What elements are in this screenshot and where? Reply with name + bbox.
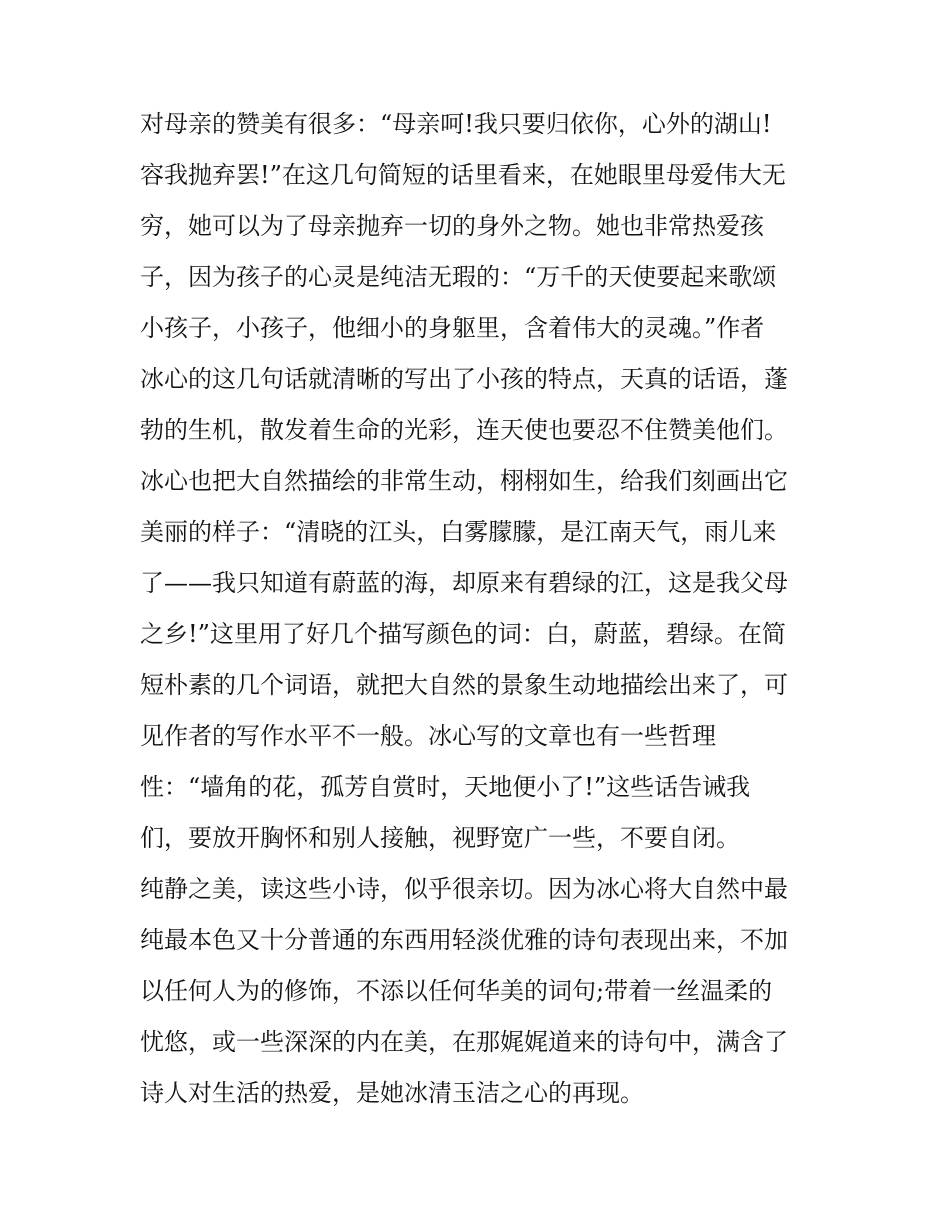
text-line: 性：“墙角的花，孤芳自赏时，天地便小了!”这些话告诫我 <box>140 773 751 801</box>
text-line: 冰心的这几句话就清晰的写出了小孩的特点，天真的话语，蓬 <box>140 365 788 393</box>
text-line: 对母亲的赞美有很多：“母亲呵!我只要归依你，心外的湖山! <box>140 110 772 138</box>
text-line: 忧悠，或一些深深的内在美，在那娓娓道来的诗句中，满含了 <box>140 1028 788 1056</box>
text-line: 之乡!”这里用了好几个描写颜色的词：白，蔚蓝，碧绿。在简 <box>140 620 786 648</box>
text-line: 诗人对生活的热爱，是她冰清玉洁之心的再现。 <box>140 1079 644 1107</box>
text-line: 穷，她可以为了母亲抛弃一切的身外之物。她也非常热爱孩 <box>140 212 764 240</box>
text-line: 美丽的样子：“清晓的江头，白雾朦朦，是江南天气，雨儿来 <box>140 518 777 546</box>
text-line: 了——我只知道有蔚蓝的海，却原来有碧绿的江，这是我父母 <box>140 569 788 597</box>
text-line: 以任何人为的修饰，不添以任何华美的词句;带着一丝温柔的 <box>140 977 773 1005</box>
text-line: 纯最本色又十分普通的东西用轻淡优雅的诗句表现出来，不加 <box>140 926 788 954</box>
text-line: 子，因为孩子的心灵是纯洁无瑕的：“万千的天使要起来歌颂 <box>140 263 777 291</box>
text-line: 容我抛弃罢!”在这几句简短的话里看来，在她眼里母爱伟大无 <box>140 161 786 189</box>
text-line: 小孩子，小孩子，他细小的身躯里，含着伟大的灵魂。”作者 <box>140 314 765 342</box>
text-line: 纯静之美，读这些小诗，似乎很亲切。因为冰心将大自然中最 <box>140 875 788 903</box>
text-line: 见作者的写作水平不一般。冰心写的文章也有一些哲理 <box>140 722 716 750</box>
text-line: 们，要放开胸怀和别人接触，视野宽广一些，不要自闭。 <box>140 824 740 852</box>
text-line: 冰心也把大自然描绘的非常生动，栩栩如生，给我们刻画出它 <box>140 467 788 495</box>
text-line: 勃的生机，散发着生命的光彩，连天使也要忍不住赞美他们。 <box>140 416 788 444</box>
text-line: 短朴素的几个词语，就把大自然的景象生动地描绘出来了，可 <box>140 671 788 699</box>
